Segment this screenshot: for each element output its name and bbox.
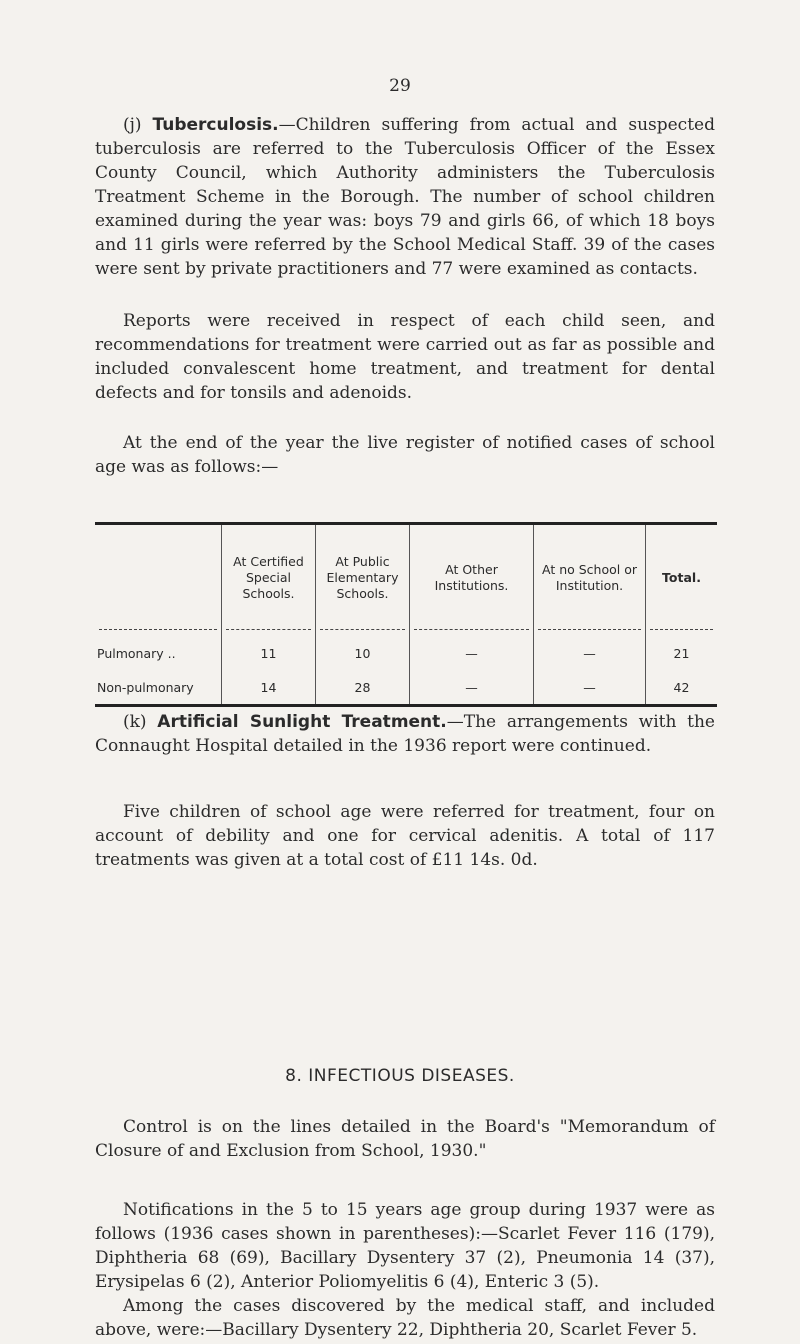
table-cell: 10 — [315, 630, 409, 670]
register-intro — [95, 431, 715, 479]
reports-paragraph — [95, 309, 715, 405]
control-text: Control is on the lines detailed in the Board's "Memorandum of Closure of and Exclusion from School, 1930." — [95, 1117, 715, 1161]
column-header-public: At Public Elementary Schools. — [315, 525, 409, 630]
tuberculosis-heading: Tuberculosis. — [152, 115, 279, 135]
table-cell: 21 — [645, 630, 717, 670]
row-label-pulmonary: Pulmonary .. — [97, 645, 176, 661]
table-row — [95, 670, 717, 704]
sunlight-paragraph-2-text: Five children of school age were referred for treatment, four on account of debility and one for cervical adenitis. A total of 117 treatments was given at a total cost of £11 14s. 0d. — [95, 802, 715, 870]
sunlight-paragraph-2 — [95, 800, 715, 872]
tuberculosis-text: —Children suffering from actual and suspected tuberculosis are referred to the Tuberculosis Officer of the Essex County Council, which Authority administers the Tuberculosis Treatment Scheme in the Borough. The number of school children examined during the year was: boys 79 and girls 66, of which 18 boys and 11 girls were referred by the School Medical Staff. 39 of the cases were sent by private practitioners and 77 were examined as contacts. — [95, 115, 715, 279]
register-table — [95, 522, 717, 707]
sunlight-text: —The arrangements with the Connaught Hospital detailed in the 1936 report were continued. — [95, 712, 715, 756]
table-cell: 28 — [315, 670, 409, 704]
table-bottom-rule — [95, 704, 717, 707]
column-header-total: Total. — [645, 525, 717, 630]
sunlight-heading: Artificial Sunlight Treatment. — [157, 712, 447, 732]
table-cell: 14 — [221, 670, 315, 704]
tuberculosis-paragraph — [95, 113, 715, 281]
tuberculosis-prefix: (j) — [123, 115, 153, 135]
section-heading: 8. INFECTIOUS DISEASES. — [285, 1066, 515, 1086]
column-header-blank — [95, 525, 221, 630]
notifications-paragraph — [95, 1198, 715, 1294]
sunlight-paragraph — [95, 710, 715, 758]
column-header-certified: At Certified Special Schools. — [221, 525, 315, 630]
table-cell: — — [533, 670, 645, 704]
table-cell: — — [409, 630, 533, 670]
row-label-non-pulmonary: Non-pulmonary — [97, 679, 194, 695]
table-cell: 42 — [645, 670, 717, 704]
notifications-text: Notifications in the 5 to 15 years age group during 1937 were as follows (1936 cases shown in parentheses):—Scarlet Fever 116 (179), Diphtheria 68 (69), Bacillary Dysentery 37 (2), Pneumonia 14 (37), Erysipelas 6 (2), Anterior Poliomyelitis 6 (4), Enteric 3 (5). — [95, 1200, 715, 1292]
table-header-row — [95, 525, 717, 630]
reports-text: Reports were received in respect of each child seen, and recommendations for treatment were carried out as far as possible and included convalescent home treatment, and treatment for dental defects and for tonsils and adenoids. — [95, 311, 715, 403]
column-header-no-school: At no School or Institution. — [533, 525, 645, 630]
page-number: 29 — [389, 76, 411, 96]
control-paragraph — [95, 1115, 715, 1163]
table-cell: 11 — [221, 630, 315, 670]
discovered-text: Among the cases discovered by the medical staff, and included above, were:—Bacillary Dysentery 22, Diphtheria 20, Scarlet Fever 5. — [95, 1296, 715, 1340]
column-header-other: At Other Institutions. — [409, 525, 533, 630]
register-intro-text: At the end of the year the live register of notified cases of school age was as follows:— — [95, 433, 715, 477]
table-cell: — — [533, 630, 645, 670]
sunlight-prefix: (k) — [123, 712, 158, 732]
discovered-paragraph — [95, 1294, 715, 1342]
table-row — [95, 630, 717, 670]
table-cell: — — [409, 670, 533, 704]
